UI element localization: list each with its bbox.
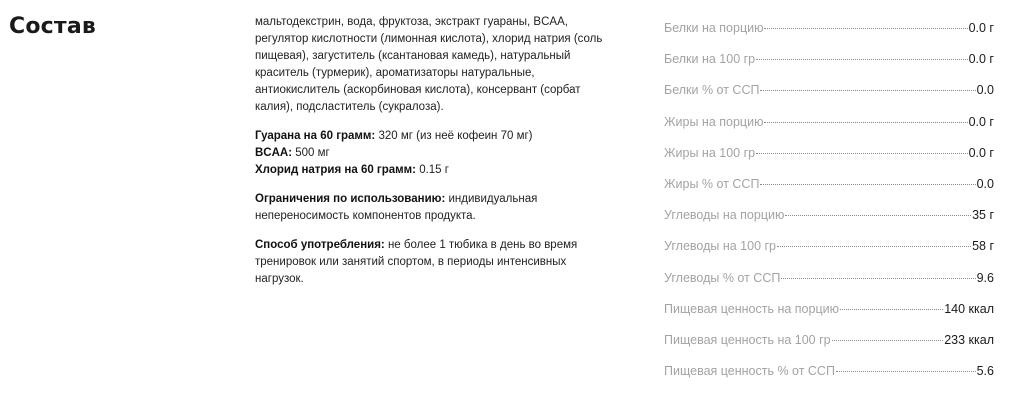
usage-label: Способ употребления:: [255, 239, 385, 251]
nutrition-row: [664, 21, 994, 52]
restrictions-label: Ограничения по использованию:: [255, 193, 446, 205]
dotted-leader: [760, 90, 975, 91]
nutrition-value: 233 ккал: [944, 332, 994, 347]
nutrition-label: Жиры % от ССП: [664, 176, 760, 191]
dotted-leader: [764, 28, 967, 29]
ingredients-text: мальтодекстрин, вода, фруктоза, экстракт гуараны, BCAA, регулятор кислотности (лимонная кислота), хлорид натрия (соль пищевая), загуститель (ксантановая камедь), натуральный краситель (турмерик), ароматизаторы натуральные, антиокислитель (аскорбиновая кислота), консервант (сорбат калия), подсластитель (сукралоза).: [255, 16, 603, 113]
nutrition-row: [664, 333, 994, 364]
nutrition-value: 5.6: [976, 364, 994, 379]
nutrition-value: 35 г: [972, 208, 994, 223]
dotted-leader: [756, 59, 967, 60]
nutrition-label: Белки на порцию: [664, 21, 764, 35]
nutrition-row: [664, 302, 994, 333]
nutrition-value: 0.0 г: [968, 52, 994, 67]
nutrition-value: 0.0 г: [968, 145, 994, 160]
nutrition-label: Жиры на порцию: [664, 114, 764, 129]
nutrition-label: Пищевая ценность % от ССП: [664, 364, 835, 379]
composition-block: [255, 14, 615, 300]
nutrition-row: [664, 115, 994, 146]
sodium-value: 0.15 г: [416, 164, 449, 176]
bcaa-label: BCAA:: [255, 147, 293, 159]
guarana-value: 320 мг (из неё кофеин 70 мг): [375, 130, 533, 142]
nutrition-row: [664, 271, 994, 302]
nutrition-label: Пищевая ценность на порцию: [664, 301, 839, 316]
dotted-leader: [785, 215, 971, 216]
active-ingredients: [255, 128, 615, 179]
dotted-leader: [764, 122, 967, 123]
nutrition-row: [664, 239, 994, 270]
nutrition-value: 58 г: [972, 239, 994, 254]
usage-text: [255, 237, 615, 288]
nutrition-value: 9.6: [976, 270, 994, 285]
bcaa-line: [255, 145, 615, 162]
nutrition-row: [664, 177, 994, 208]
sodium-line: [255, 162, 615, 179]
bcaa-value: 500 мг: [292, 147, 330, 159]
nutrition-row: [664, 364, 994, 395]
nutrition-row: [664, 52, 994, 83]
usage-value: не более 1 тюбика в день во время тренировок или занятий спортом, в периоды интенсивных нагрузок.: [255, 239, 578, 285]
nutrition-table: [664, 21, 994, 395]
nutrition-value: 0.0: [976, 176, 994, 191]
restrictions-value: индивидуальная непереносимость компонентов продукта.: [255, 193, 538, 222]
nutrition-label: Белки на 100 гр: [664, 52, 756, 67]
dotted-leader: [781, 278, 975, 279]
nutrition-row: [664, 83, 994, 114]
dotted-leader: [832, 340, 944, 341]
nutrition-row: [664, 146, 994, 177]
dotted-leader: [760, 184, 975, 185]
guarana-line: [255, 128, 615, 145]
nutrition-label: Углеводы на порцию: [664, 208, 785, 223]
nutrition-value: 0.0 г: [968, 114, 994, 129]
section-title: Состав: [9, 14, 97, 39]
dotted-leader: [777, 246, 971, 247]
restrictions-text: [255, 191, 615, 225]
nutrition-value: 0.0 г: [968, 21, 994, 35]
nutrition-label: Белки % от ССП: [664, 83, 760, 98]
nutrition-value: 0.0: [976, 83, 994, 98]
dotted-leader: [756, 153, 967, 154]
sodium-label: Хлорид натрия на 60 грамм:: [255, 164, 416, 176]
dotted-leader: [840, 309, 943, 310]
nutrition-label: Углеводы на 100 гр: [664, 239, 777, 254]
guarana-label: Гуарана на 60 грамм:: [255, 130, 376, 142]
nutrition-label: Жиры на 100 гр: [664, 145, 756, 160]
nutrition-value: 140 ккал: [944, 301, 994, 316]
nutrition-row: [664, 208, 994, 239]
nutrition-label: Углеводы % от ССП: [664, 270, 781, 285]
dotted-leader: [836, 371, 976, 372]
nutrition-label: Пищевая ценность на 100 гр: [664, 332, 831, 347]
